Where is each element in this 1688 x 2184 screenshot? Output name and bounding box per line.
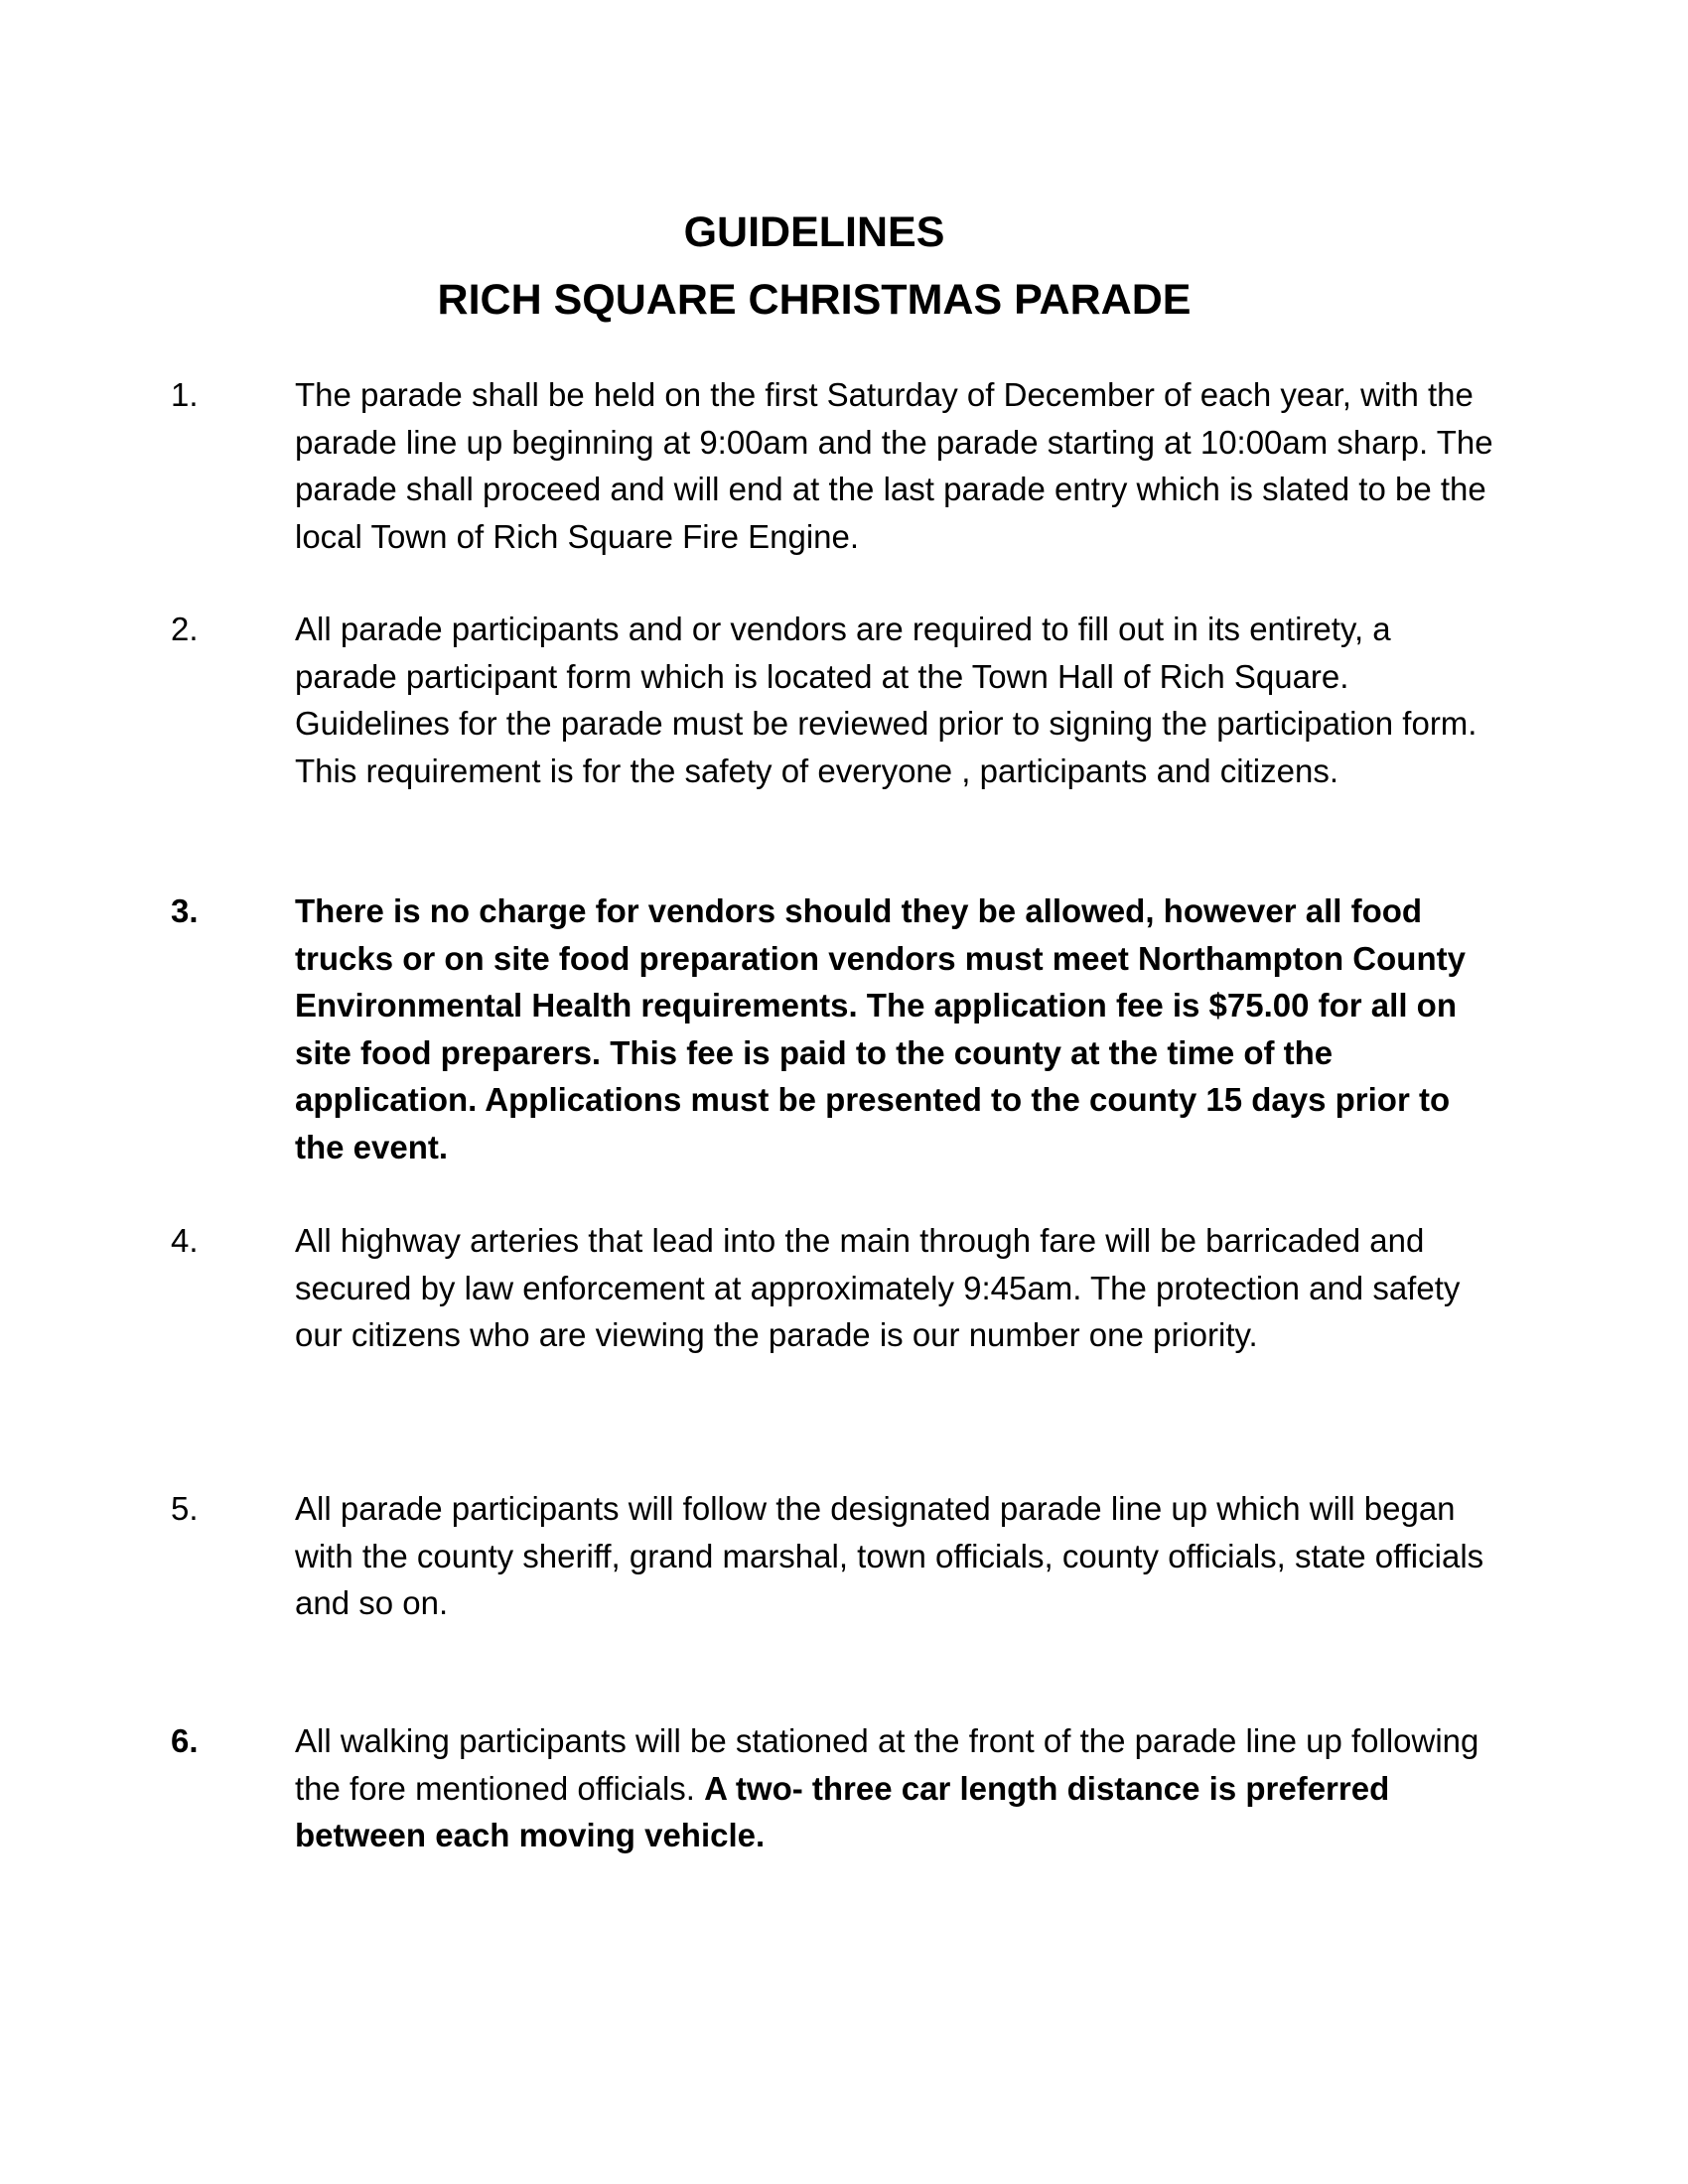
item-text: All parade participants will follow the designated parade line up which will began with the county sheriff, grand marshal, town officials, county officials, state officials and so on. [295, 1490, 1484, 1621]
item-text: The parade shall be held on the first Saturday of December of each year, with the parade line up beginning at 9:00am and the parade starting at 10:00am sharp. The parade shall proceed and will end at the last parade entry which is slated to be the local Town of Rich Square Fire Engine. [295, 376, 1493, 555]
item-number: 5. [171, 1490, 199, 1527]
item-text-emphasis: A two- three car length distance is preferred between each moving vehicle. [295, 1769, 1390, 1853]
item-number: 4. [171, 1222, 199, 1259]
item-text: All highway arteries that lead into the main through fare will be barricaded and secured by law enforcement at approximately 9:45am. The protection and safety our citizens who are viewing the parade is our number one priority. [295, 1222, 1461, 1353]
item-text [295, 1717, 1501, 1859]
item-text: All parade participants and or vendors are required to fill out in its entirety, a parade participant form which is located at the Town Hall of Rich Square. Guidelines for the parade must be reviewed prior to signing the participation form. This requirement is for the safety of everyone , participants and citizens. [295, 611, 1477, 789]
item-number: 2. [171, 611, 199, 647]
document-title: GUIDELINES [683, 208, 945, 256]
item-number: 3. [171, 892, 199, 929]
item-text-regular: All walking participants will be stationed at the front of the parade line up following the fore mentioned officials. [295, 1722, 1479, 1807]
item-number: 1. [171, 376, 199, 413]
item-number: 6. [171, 1722, 199, 1759]
item-text: There is no charge for vendors should they be allowed, however all food trucks or on site food preparation vendors must meet Northampton County Environmental Health requirements. The application fee is $75.00 for all on site food preparers. This fee is paid to the county at the time of the application. Applications must be presented to the county 15 days prior to the event. [295, 892, 1466, 1165]
document-subtitle: RICH SQUARE CHRISTMAS PARADE [437, 276, 1192, 324]
